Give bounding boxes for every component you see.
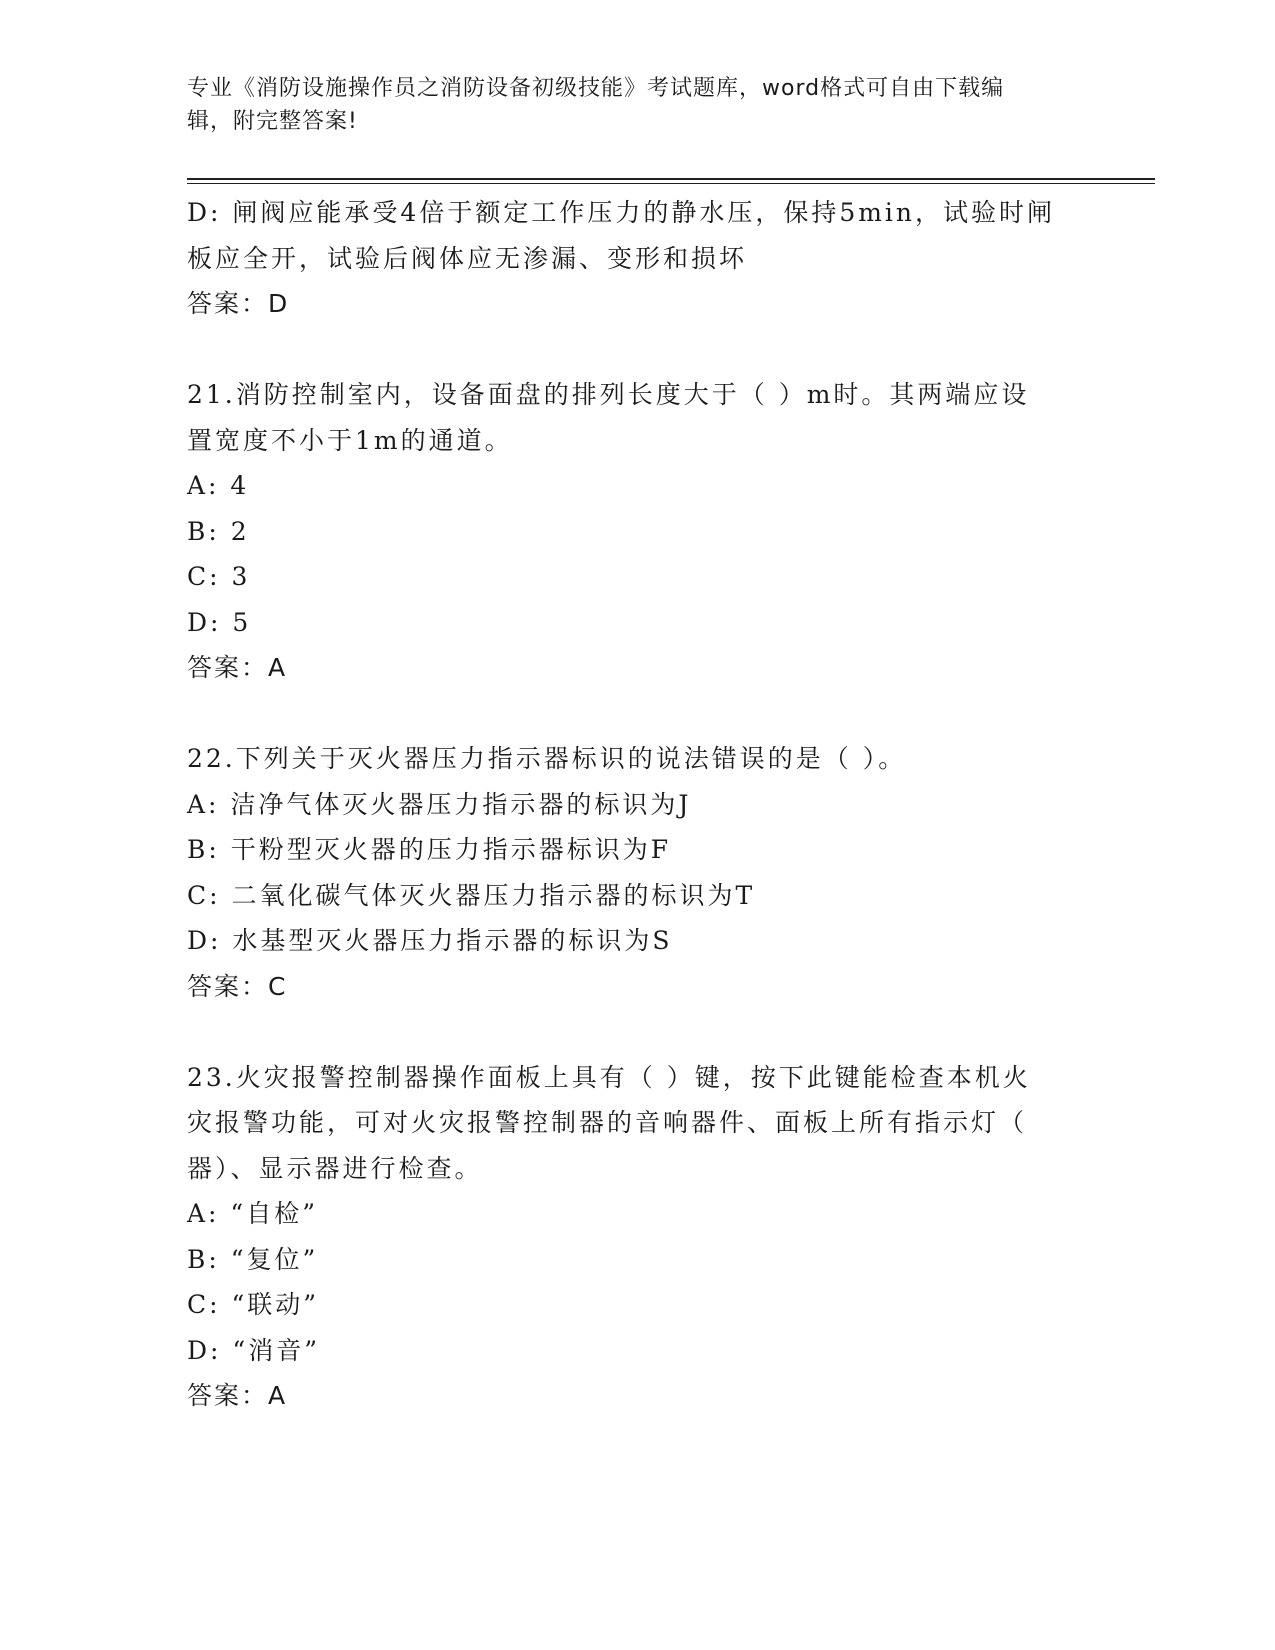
answer-line: 答案：D: [187, 289, 290, 318]
question-text-line-1: 23.火灾报警控制器操作面板上具有（ ）键，按下此键能检查本机火: [187, 1062, 1031, 1092]
option-c: C: “联动”: [187, 1290, 320, 1319]
question-text-line-1: 21.消防控制室内，设备面盘的排列长度大于（ ）m时。其两端应设: [187, 380, 1030, 409]
answer-line: 答案：A: [187, 1381, 288, 1410]
question-text-line-3: 器）、显示器进行检查。: [187, 1153, 483, 1183]
option-b: B: 2: [187, 516, 250, 546]
question-21: [187, 372, 1087, 691]
option-d-line-1: D: 闸阀应能承受4倍于额定工作压力的静水压，保持5min，试验时闸: [187, 198, 1056, 227]
option-b: B: “复位”: [187, 1244, 319, 1274]
document-header: [187, 72, 1087, 138]
question-23: [187, 1055, 1087, 1419]
option-c: C: 二氧化碳气体灭火器压力指示器的标识为T: [187, 880, 756, 910]
option-a: A: 4: [187, 471, 250, 500]
question-content: [187, 190, 1087, 1419]
header-divider-thin: [187, 183, 1155, 184]
option-d: D: 水基型灭火器压力指示器的标识为S: [187, 926, 673, 955]
option-c: C: 3: [187, 562, 251, 591]
header-line-1: 专业《消防设施操作员之消防设备初级技能》考试题库，word格式可自由下载编: [187, 76, 1005, 101]
header-line-2: 辑，附完整答案!: [187, 109, 358, 134]
spacer: [187, 1009, 1087, 1055]
option-d: D: 5: [187, 607, 252, 637]
option-d-line-2: 板应全开，试验后阀体应无渗漏、变形和损坏: [187, 243, 748, 273]
option-d: D: “消音”: [187, 1335, 320, 1365]
answer-line: 答案：C: [187, 971, 288, 1001]
question-text-line-2: 置宽度不小于1m的通道。: [187, 425, 513, 455]
spacer: [187, 327, 1087, 373]
option-a: A: 洁净气体灭火器压力指示器的标识为J: [187, 789, 692, 819]
option-b: B: 干粉型灭火器的压力指示器标识为F: [187, 835, 672, 864]
header-divider-thick: [187, 178, 1155, 180]
spacer: [187, 691, 1087, 737]
question-text-line-1: 22.下列关于灭火器压力指示器标识的说法错误的是（ ）。: [187, 744, 907, 773]
question-22: [187, 736, 1087, 1009]
previous-question-tail: [187, 190, 1087, 327]
option-a: A: “自检”: [187, 1199, 318, 1228]
question-text-line-2: 灾报警功能，可对火灾报警控制器的音响器件、面板上所有指示灯（: [187, 1108, 1028, 1137]
answer-line: 答案：A: [187, 653, 288, 682]
